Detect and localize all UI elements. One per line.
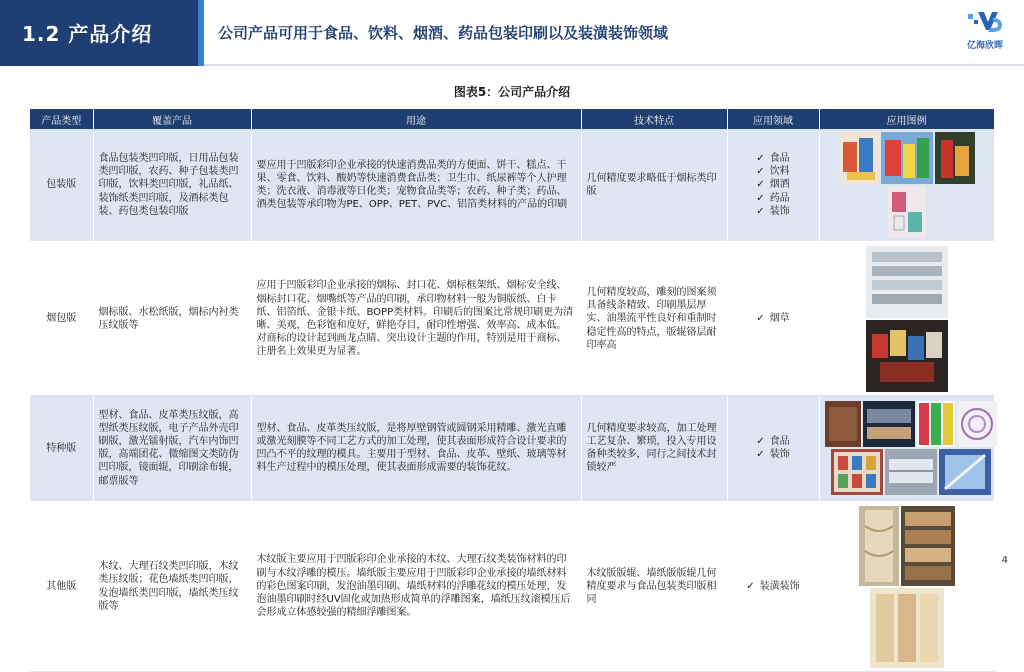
application-item: ✓ 食品 xyxy=(756,152,789,165)
application-item: ✓ 烟草 xyxy=(756,312,789,325)
decor-paper-photo xyxy=(870,588,944,668)
table-row xyxy=(30,502,994,672)
example-images-cell xyxy=(819,242,994,396)
table-caption: 图表5：公司产品介绍 xyxy=(453,85,571,99)
covered-products-cell: 木纹、大理石纹类凹印版，木纹类压纹版；花色墙纸类凹印版，发泡墙纸类凹印版，墙纸类压纹版等 xyxy=(93,502,251,672)
application-item: ✓ 烟酒 xyxy=(756,178,789,191)
food-packaging-photo xyxy=(881,132,933,184)
company-logo xyxy=(956,10,1014,56)
embossed-material-photo xyxy=(825,401,861,447)
application-fields-cell xyxy=(727,242,819,396)
table-row xyxy=(30,242,994,396)
header-bar xyxy=(0,0,1024,66)
covered-products-cell: 型材、食品、皮革类压纹版，高型纸类压纹版，电子产品外壳印刷版，激光镭射版，汽车内饰凹版，高端团花、微缩图文类防伪凹印版，镜面辊，印刷涂布辊，邮票版等 xyxy=(93,396,251,502)
application-item: ✓ 饮料 xyxy=(756,165,789,178)
snack-packaging-photo xyxy=(839,132,879,184)
printing-rollers-photo xyxy=(866,246,948,318)
tech-features-cell: 木纹版版辊、墙纸版版辊几何精度要求与食品包装类印版相同 xyxy=(581,502,727,672)
column-header: 用途 xyxy=(251,109,581,129)
product-table xyxy=(30,109,995,672)
tech-features-cell: 几何精度要求略低于烟标类印版 xyxy=(581,129,727,242)
example-images-cell xyxy=(819,129,994,242)
logo-mark-icon xyxy=(966,10,1004,36)
column-header: 技术特点 xyxy=(581,109,727,129)
product-type-cell: 包装版 xyxy=(30,129,93,242)
section-title: 1.2 产品介绍 xyxy=(22,22,153,46)
product-type-cell: 其他版 xyxy=(30,502,93,672)
header-accent-stripe xyxy=(198,0,204,66)
usage-cell: 型材、食品、皮革类压纹版，是将厚壁钢管或圆钢采用精雕、激光直雕或激光刻膜等不同工艺方式的加工处理，使其表面形成符合设计要求的凹凸不平的纹理的模具。主要用于型材、食品、皮革、壁纸、玻璃等材料生产过程中的模压处理，使其表面形成需要的装饰花纹。 xyxy=(251,396,581,502)
application-fields-cell xyxy=(727,129,819,242)
application-item: ✓ 装饰 xyxy=(756,448,789,461)
tech-features-cell: 几何精度较高，雕刻的图案须具备线条精致、印刷墨层厚实、油墨流平性良好和重制时稳定性高的特点，版辊铬层耐印率高 xyxy=(581,242,727,396)
table-row xyxy=(30,396,994,502)
tech-features-cell: 几何精度要求较高，加工处理工艺复杂、繁琐，投入专用设备种类较多，同行之间技术封锁较严 xyxy=(581,396,727,502)
usage-cell: 木纹版主要应用于凹版彩印企业承接的木纹、大理石纹类装饰材料的印刷与木纹浮雕的模压。墙纸版主要应用于凹版彩印企业承接的墙纸材料的彩色图案印刷，发泡油墨印刷、墙纸材料的浮雕花纹的模压处理，发泡油墨印刷时经UV固化或加热形成简单的浮雕图案，墙纸压纹滚模压后会形成立体感较强的精细浮雕图案。 xyxy=(251,502,581,672)
mirror-roller-photo xyxy=(885,449,937,495)
header-divider xyxy=(204,64,1024,66)
medicine-packaging-photo xyxy=(888,186,926,238)
application-item: ✓ 药品 xyxy=(756,192,789,205)
page-number: 4 xyxy=(1001,555,1008,566)
table-row xyxy=(30,129,994,242)
application-fields-cell xyxy=(727,502,819,672)
slide-subtitle: 公司产品可用于食品、饮料、烟酒、药品包装印刷以及装潢装饰领域 xyxy=(218,24,669,42)
covered-products-cell: 食品包装类凹印版，日用品包装类凹印版，农药、种子包装类凹印版，饮料类凹印版，礼品纸、装饰纸类凹印版，及酒标类包装、药包类包装印版 xyxy=(93,129,251,242)
application-item: ✓ 食品 xyxy=(756,435,789,448)
usage-cell: 要应用于凹版彩印企业承接的快速消费品类的方便面、饼干、糕点、干果、零食、饮料、酸奶等快速消费食品类；卫生巾、纸尿裤等个人护理类；洗衣液、消毒液等日化类；宠物食品类等；农药、种子类；药品、酒类包装等承印物为PE、OPP、PET、PVC、铝箔类材料的产品的印刷 xyxy=(251,129,581,242)
cigarette-packs-photo xyxy=(866,320,948,392)
covered-products-cell: 烟标版、水松纸版，烟标内衬类压纹版等 xyxy=(93,242,251,396)
anti-counterfeit-pattern-photo xyxy=(957,401,997,447)
application-item: ✓ 装饰 xyxy=(756,205,789,218)
application-fields-cell xyxy=(727,396,819,502)
column-header: 覆盖产品 xyxy=(93,109,251,129)
wood-grain-roller-photo xyxy=(901,506,955,586)
beverage-packaging-photo xyxy=(935,132,975,184)
column-header: 产品类型 xyxy=(30,109,93,129)
usage-cell: 应用于凹版彩印企业承接的烟标、封口花、烟标框架纸、烟标安全线、烟标封口花、烟嘴纸等产品的印刷，承印物材料一般为铜版纸、白卡纸、铝箔纸、金银卡纸、BOPP类材料。印刷后的图案比常规印刷更为清晰、美观，色彩饱和度好，鲜艳夺目，耐印性增强、效率高、成本低。对商标的设计起到画龙点睛、突出设计主题的作用，特别是用于商标、注册名上效果更为显著。 xyxy=(251,242,581,396)
logo-text: 亿海欣晖 xyxy=(966,41,1003,51)
table-header-row xyxy=(30,109,994,129)
product-type-cell: 烟包版 xyxy=(30,242,93,396)
product-type-cell: 特种版 xyxy=(30,396,93,502)
wallpaper-roll-photo xyxy=(859,506,899,586)
holographic-film-photo xyxy=(939,449,991,495)
column-header: 应用图例 xyxy=(819,109,994,129)
stamp-sheet-photo xyxy=(831,449,883,495)
application-item: ✓ 装潢装饰 xyxy=(746,580,799,593)
color-swatches-photo xyxy=(917,401,955,447)
example-images-cell xyxy=(819,502,994,672)
texture-roller-photo xyxy=(863,401,915,447)
example-images-cell xyxy=(819,396,994,502)
column-header: 应用领域 xyxy=(727,109,819,129)
